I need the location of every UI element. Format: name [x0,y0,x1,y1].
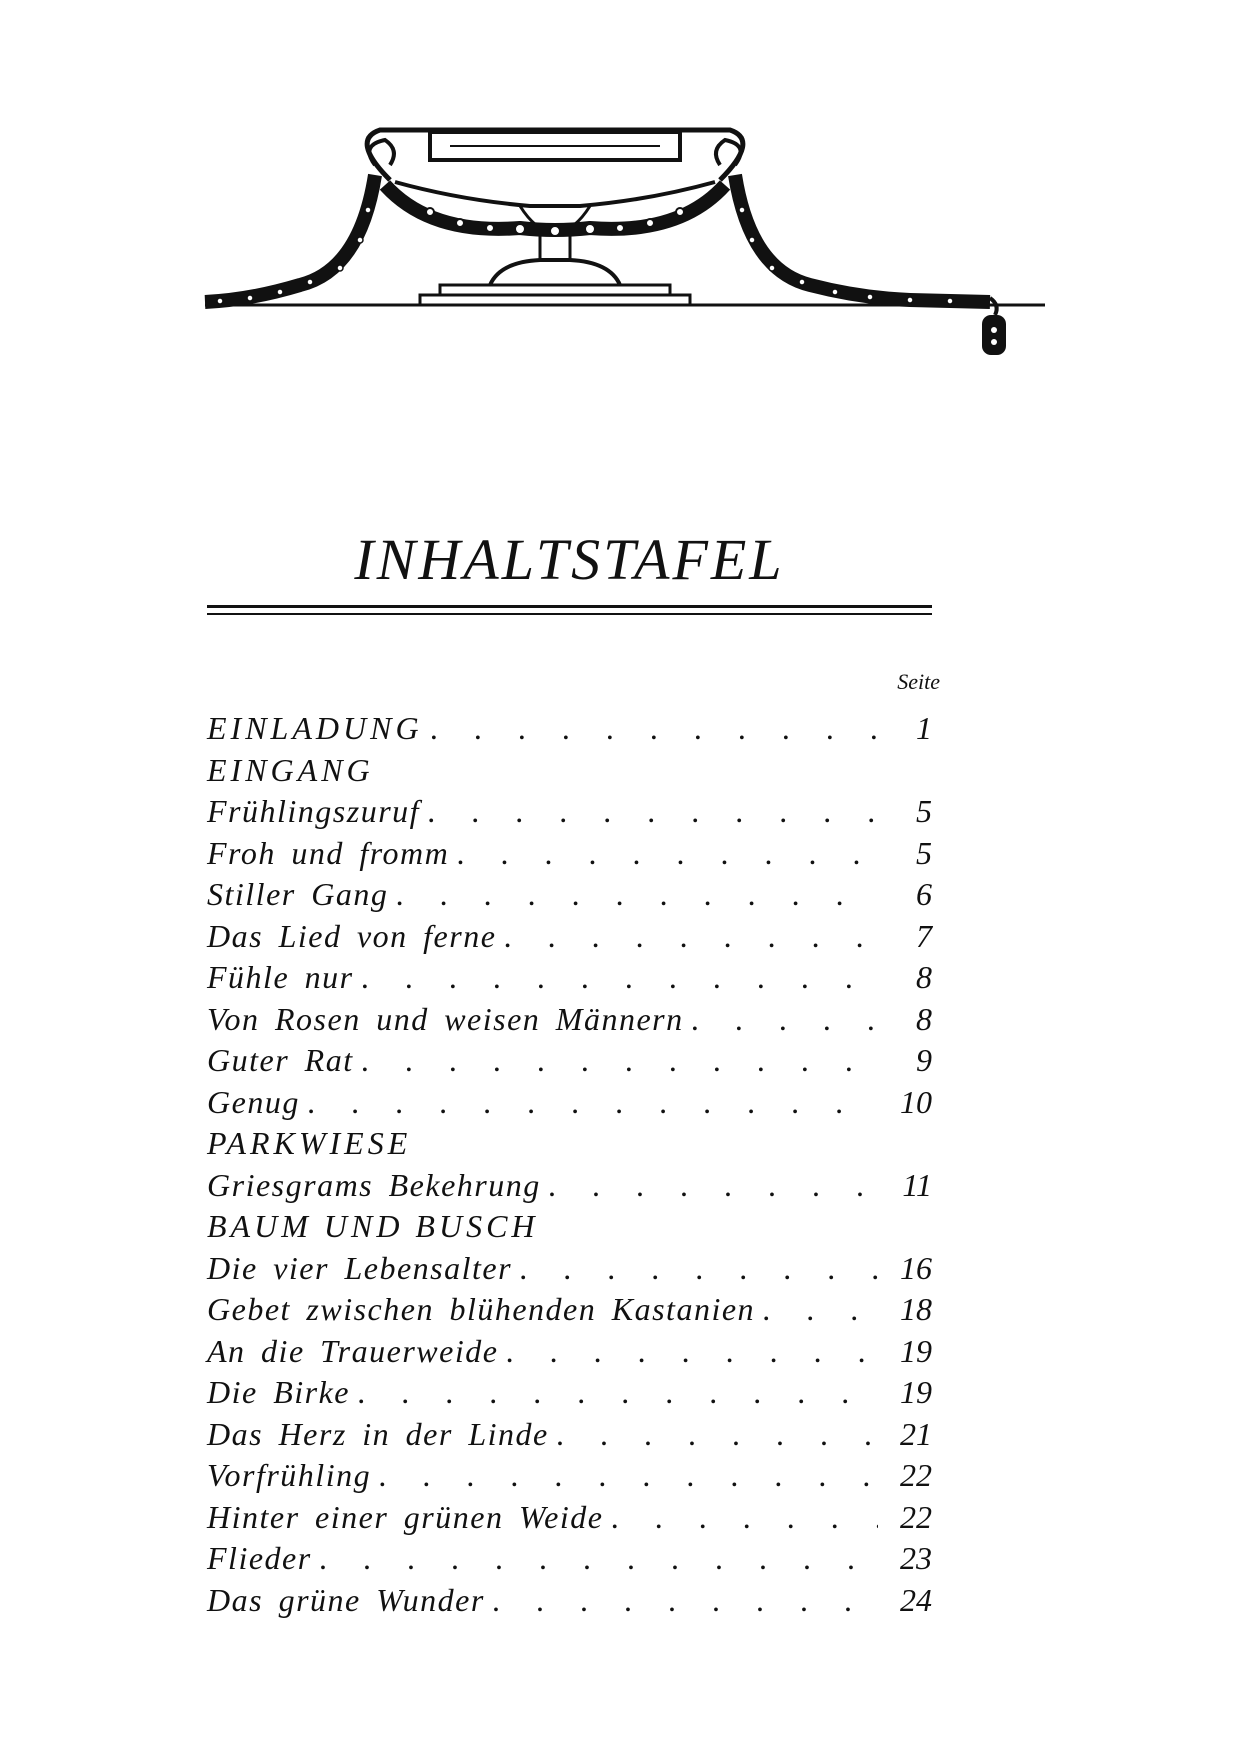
toc-leader-dots [763,1289,878,1331]
toc-leader-dots [308,1082,878,1124]
toc-entry [207,833,932,875]
toc-entry [207,1538,932,1580]
toc-section-heading [207,708,932,750]
toc-leader-dots [320,1538,878,1580]
toc-page-number: 24 [900,1581,932,1618]
toc-page-number: 1 [916,710,932,746]
toc-entry-title: Flieder [207,1540,312,1576]
toc-leader-dots [358,1372,878,1414]
toc-page-number: 23 [900,1540,932,1576]
toc-leader-dots [431,708,878,750]
toc-entry-title: Die Birke [207,1374,350,1410]
toc-entry-title: An die Trauerweide [207,1332,499,1369]
toc-leader-dots [396,874,878,916]
toc-entry-title: Das grüne Wunder [207,1581,485,1618]
toc-entry-title: Von Rosen und weisen Männern [207,1000,684,1037]
toc-page-number: 8 [916,959,932,995]
toc-entry [207,916,932,958]
toc-entry [207,1331,932,1373]
toc-leader-dots [506,1331,878,1373]
toc-entry-title: BAUM UND BUSCH [207,1208,539,1244]
toc-entry [207,1248,932,1290]
toc-entry [207,1497,932,1539]
toc-page-number: 22 [900,1457,932,1493]
toc-entry-title: Fühle nur [207,959,354,995]
toc-entry [207,1082,932,1124]
toc-entry [207,1040,932,1082]
toc-entry-title: Froh und fromm [207,834,450,871]
toc-entry [207,874,932,916]
table-of-contents [207,708,932,1621]
toc-leader-dots [457,833,878,875]
toc-entry-title: PARKWIESE [207,1125,412,1161]
toc-section-heading [207,1123,932,1165]
toc-entry-title: Frühlingszuruf [207,793,421,829]
toc-entry [207,999,932,1041]
toc-page-number: 6 [916,876,932,912]
toc-leader-dots [549,1165,878,1207]
toc-page-number: 7 [916,917,932,954]
toc-entry [207,1455,932,1497]
toc-entry-title: Die vier Lebensalter [207,1249,513,1286]
toc-entry-title: Guter Rat [207,1042,354,1078]
page-title: INHALTSTAFEL [354,527,785,592]
urn-garland-ornament [200,120,1050,380]
toc-entry-title: Gebet zwischen blühenden Kastanien [207,1291,756,1327]
page-column-label: Seite [897,669,940,694]
toc-entry [207,957,932,999]
toc-entry-title: Genug [207,1083,300,1120]
toc-entry [207,1414,932,1456]
toc-entry [207,1165,932,1207]
toc-page-number: 10 [900,1083,932,1120]
toc-leader-dots [520,1248,878,1290]
toc-entry [207,1372,932,1414]
toc-page-number: 21 [900,1415,932,1452]
toc-entry-title: Das Lied von ferne [207,917,497,954]
toc-entry [207,1289,932,1331]
toc-page-number: 8 [916,1000,932,1037]
title-rule-thick [207,605,932,608]
toc-page-number: 5 [916,793,932,829]
toc-page-number: 16 [900,1249,932,1286]
toc-page-number: 9 [916,1042,932,1078]
toc-page-number: 19 [900,1374,932,1410]
toc-entry-title: EINLADUNG [207,710,423,746]
toc-leader-dots [428,791,878,833]
toc-entry [207,791,932,833]
toc-page-number: 22 [900,1498,932,1535]
toc-page-number: 18 [900,1291,932,1327]
title-rule-thin [207,613,932,615]
toc-page-number: 11 [902,1166,932,1203]
toc-page-number: 19 [900,1332,932,1369]
toc-leader-dots [557,1414,878,1456]
toc-entry-title: Das Herz in der Linde [207,1415,549,1452]
toc-entry-title: Hinter einer grünen Weide [207,1498,604,1535]
toc-leader-dots [692,999,878,1041]
toc-section-heading [207,1206,932,1248]
toc-entry [207,1580,932,1622]
toc-entry-title: Griesgrams Bekehrung [207,1166,541,1203]
toc-leader-dots [611,1497,878,1539]
toc-entry-title: Vorfrühling [207,1457,372,1493]
toc-page-number: 5 [916,834,932,871]
toc-entry-title: EINGANG [207,751,374,788]
toc-leader-dots [493,1580,878,1622]
toc-section-heading [207,750,932,792]
toc-leader-dots [504,916,878,958]
toc-leader-dots [362,1040,878,1082]
toc-leader-dots [379,1455,878,1497]
toc-entry-title: Stiller Gang [207,876,389,912]
toc-leader-dots [362,957,878,999]
